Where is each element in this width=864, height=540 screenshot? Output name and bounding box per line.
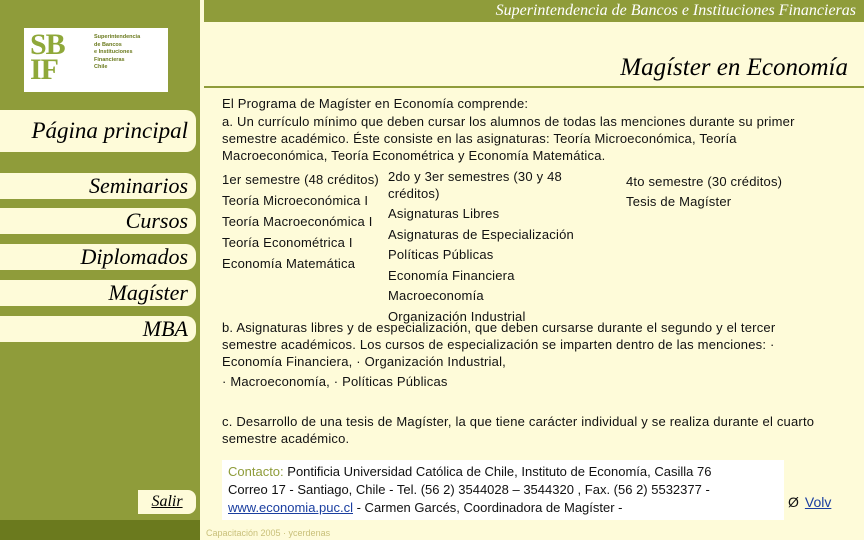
- course-item: Teoría Econométrica I: [222, 235, 353, 250]
- nav-item-seminarios[interactable]: Seminarios: [0, 173, 196, 199]
- column-header: 1er semestre (48 créditos): [222, 172, 379, 187]
- contact-text: [228, 463, 780, 517]
- sbif-logo: [24, 28, 168, 92]
- heading-divider: [204, 86, 864, 88]
- site-title: Superintendencia de Bancos e Instituciones Financieras: [495, 2, 856, 19]
- logo-line: Superintendencia: [94, 34, 141, 40]
- course-item: Asignaturas de Especialización: [388, 226, 574, 242]
- contact-box: [222, 460, 784, 520]
- curriculum-column-3: [626, 173, 826, 210]
- nav-item-diplomados[interactable]: Diplomados: [0, 244, 196, 270]
- course-item: Teoría Microeconómica I: [222, 193, 369, 208]
- logo-line: Chile: [94, 64, 108, 70]
- contact-line: Correo 17 - Santiago, Chile - Tel. (56 2) 3544028 – 3544320 , Fax. (56 2) 5532377 -: [228, 482, 710, 497]
- section-b-text: b. Asignaturas libres y de especialización, que deben cursarse durante el segundo y el tercer semestre académicos. Los cursos de especialización se imparten dentro de las menciones: · Economía Financiera, · Organización Industrial,: [222, 320, 776, 369]
- website-link[interactable]: www.economia.puc.cl: [228, 500, 353, 515]
- back-link[interactable]: Volv: [804, 494, 832, 510]
- course-item: Teoría Macroeconómica I: [222, 214, 373, 229]
- course-item: Economía Financiera: [388, 267, 515, 283]
- course-item: Asignaturas Libres: [388, 206, 500, 221]
- course-item: Organización Industrial: [388, 308, 526, 324]
- curriculum-column-2: [388, 168, 588, 327]
- nav-item-mba[interactable]: MBA: [0, 316, 196, 342]
- exit-link[interactable]: Salir: [138, 490, 196, 514]
- nav-item-cursos[interactable]: Cursos: [0, 208, 196, 234]
- nav-item-magister[interactable]: Magíster: [0, 280, 196, 306]
- course-item: Políticas Públicas: [388, 247, 494, 262]
- logo-caption: [94, 34, 140, 72]
- footer-credit: Capacitación 2005 · ycerdenas: [206, 528, 331, 538]
- page-heading: Magíster en Economía: [620, 54, 848, 81]
- contact-line: Pontificia Universidad Católica de Chile, Instituto de Economía, Casilla 76: [283, 464, 712, 479]
- arrow-right-icon: Ø: [788, 494, 799, 510]
- section-a-text: a. Un currículo mínimo que deben cursar los alumnos de todas las menciones durante su primer semestre académico. Éste consiste en las asignaturas: Teoría Microeconómica, Teoría Macroeconómica, Teoría Econométrica y Economía Matemática.: [222, 114, 795, 163]
- contact-label: Contacto:: [228, 464, 284, 479]
- curriculum-column-1: [222, 171, 392, 274]
- logo-line: de Bancos: [94, 41, 122, 48]
- nav-home-link[interactable]: Página principal: [0, 110, 196, 152]
- sidebar-footer-band: [0, 520, 200, 540]
- course-item: Tesis de Magíster: [626, 194, 732, 209]
- logo-mark: SB IF: [30, 28, 65, 86]
- column-header: 4to semestre (30 créditos): [626, 174, 783, 189]
- section-b-list: · Macroeconomía, · Políticas Públicas: [222, 374, 448, 389]
- column-header: 2do y 3er semestres (30 y 48 créditos): [388, 169, 562, 201]
- logo-line: Financieras: [94, 56, 125, 63]
- contact-line: - Carmen Garcés, Coordinadora de Magíster -: [353, 500, 623, 515]
- section-c-text: c. Desarrollo de una tesis de Magíster, la que tiene carácter individual y se realiza durante el cuarto semestre académico.: [222, 414, 815, 446]
- program-intro: El Programa de Magíster en Economía comprende:: [222, 96, 529, 111]
- back-nav: [788, 494, 831, 510]
- course-item: Macroeconomía: [388, 288, 484, 303]
- logo-line: e Instituciones: [94, 49, 133, 55]
- course-item: Economía Matemática: [222, 256, 356, 271]
- banner-divider: [200, 0, 204, 22]
